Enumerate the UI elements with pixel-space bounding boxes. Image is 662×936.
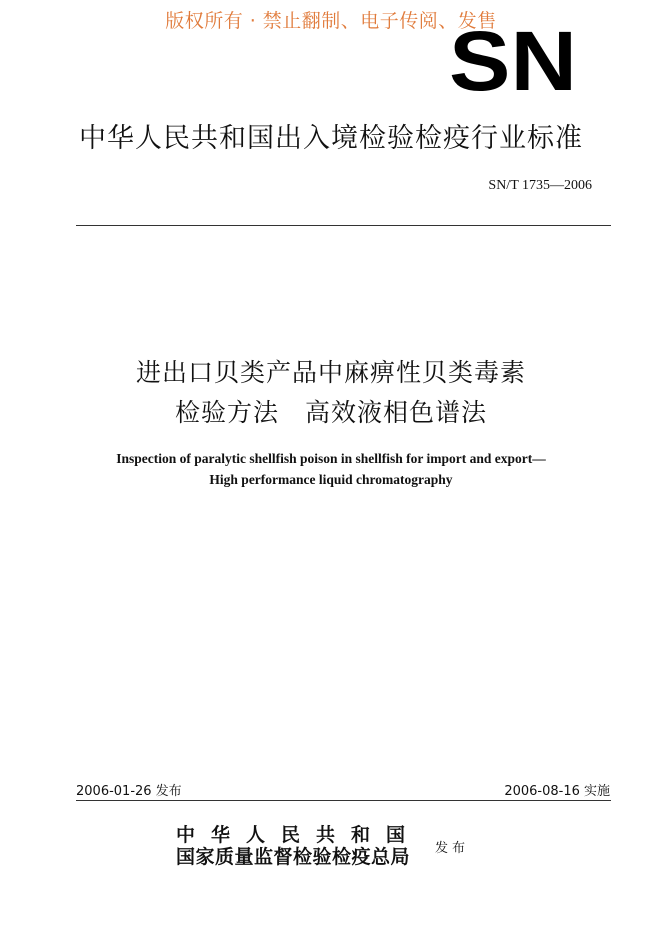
sn-logo bbox=[448, 24, 578, 98]
copyright-notice: 版权所有 · 禁止翻制、电子传阅、发售 bbox=[165, 10, 497, 32]
title-en-line1: Inspection of paralytic shellfish poison in shellfish for import and export— bbox=[116, 451, 546, 466]
release-date: 2006-01-26 发布 bbox=[76, 784, 182, 799]
sn-logo-text: SN bbox=[449, 24, 577, 98]
issuer-names bbox=[176, 824, 421, 868]
issuer-line1: 中华人民共和国 bbox=[176, 824, 422, 846]
agency-title: 中华人民共和国出入境检验检疫行业标准 bbox=[79, 123, 583, 154]
title-cn-line1: 进出口贝类产品中麻痹性贝类毒素 bbox=[135, 358, 526, 387]
implementation-date: 2006-08-16 实施 bbox=[504, 784, 610, 799]
issued-label: 发布 bbox=[435, 840, 470, 856]
title-cn-line2: 检验方法 高效液相色谱法 bbox=[174, 398, 487, 427]
issuer-line2: 国家质量监督检验检疫总局 bbox=[176, 846, 411, 868]
standard-number: SN/T 1735—2006 bbox=[488, 178, 592, 193]
title-en-line2: High performance liquid chromatography bbox=[209, 472, 453, 487]
footer-divider bbox=[76, 800, 611, 801]
header-divider bbox=[76, 225, 611, 226]
issuer-block bbox=[176, 824, 469, 868]
